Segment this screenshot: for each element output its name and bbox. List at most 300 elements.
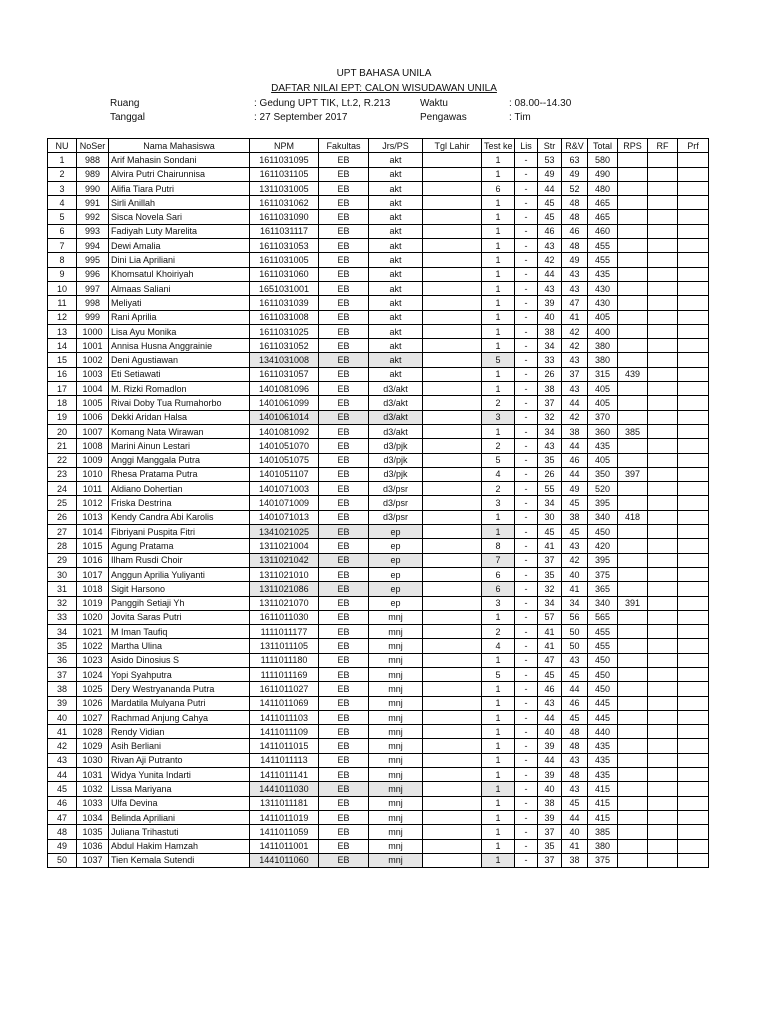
table-cell: 44 — [538, 267, 562, 281]
table-cell: EB — [319, 482, 369, 496]
table-cell: 1611031090 — [250, 210, 319, 224]
table-cell: d3/pjk — [369, 467, 423, 481]
table-cell: - — [515, 510, 538, 524]
table-cell: 24 — [48, 482, 77, 496]
table-cell: 27 — [48, 525, 77, 539]
table-cell: 45 — [48, 782, 77, 796]
table-cell: 43 — [538, 281, 562, 295]
table-cell — [678, 839, 709, 853]
table-cell: EB — [319, 239, 369, 253]
table-cell: mnj — [369, 682, 423, 696]
table-cell: EB — [319, 410, 369, 424]
table-cell: 988 — [77, 153, 109, 167]
table-cell: 48 — [48, 825, 77, 839]
table-cell: mnj — [369, 639, 423, 653]
table-cell: Rendy Vidian — [109, 725, 250, 739]
column-header: Str — [538, 139, 562, 153]
table-cell — [423, 482, 482, 496]
table-cell: 43 — [562, 267, 588, 281]
table-cell — [423, 696, 482, 710]
column-header: NoSer — [77, 139, 109, 153]
table-cell — [423, 639, 482, 653]
table-cell — [618, 167, 648, 181]
column-header: Test ke — [482, 139, 515, 153]
ruang-label: Ruang — [110, 98, 140, 109]
table-cell: 46 — [562, 453, 588, 467]
table-cell: 32 — [48, 596, 77, 610]
table-cell: mnj — [369, 696, 423, 710]
table-cell: 1019 — [77, 596, 109, 610]
table-cell: 43 — [562, 782, 588, 796]
table-cell: EB — [319, 496, 369, 510]
table-cell — [678, 239, 709, 253]
table-cell — [678, 596, 709, 610]
table-cell: 39 — [538, 810, 562, 824]
column-header: RF — [648, 139, 678, 153]
table-cell: 16 — [48, 367, 77, 381]
table-cell: - — [515, 825, 538, 839]
table-row — [48, 296, 709, 310]
table-cell: 1611031062 — [250, 196, 319, 210]
table-cell — [618, 196, 648, 210]
table-cell: 15 — [48, 353, 77, 367]
table-cell: 57 — [538, 610, 562, 624]
table-row — [48, 324, 709, 338]
table-cell — [678, 725, 709, 739]
table-cell: 1401061014 — [250, 410, 319, 424]
table-cell: - — [515, 167, 538, 181]
table-cell — [648, 396, 678, 410]
table-cell: 1 — [482, 768, 515, 782]
table-row — [48, 610, 709, 624]
table-cell — [618, 482, 648, 496]
table-cell: - — [515, 267, 538, 281]
table-cell — [648, 582, 678, 596]
table-cell: 45 — [538, 210, 562, 224]
table-cell: 520 — [588, 482, 618, 496]
table-cell: 405 — [588, 310, 618, 324]
table-row — [48, 667, 709, 681]
table-row — [48, 539, 709, 553]
table-cell: EB — [319, 810, 369, 824]
table-cell: 1010 — [77, 467, 109, 481]
table-cell: 391 — [618, 596, 648, 610]
table-cell — [648, 296, 678, 310]
table-cell: 1013 — [77, 510, 109, 524]
table-cell: 465 — [588, 196, 618, 210]
table-cell: 1031 — [77, 768, 109, 782]
table-cell: Almaas Saliani — [109, 281, 250, 295]
table-cell: 450 — [588, 525, 618, 539]
column-header: Total — [588, 139, 618, 153]
table-cell: Sisca Novela Sari — [109, 210, 250, 224]
table-cell: 1036 — [77, 839, 109, 853]
table-cell — [678, 382, 709, 396]
table-row — [48, 181, 709, 195]
table-row — [48, 682, 709, 696]
table-cell: 439 — [618, 367, 648, 381]
table-cell: - — [515, 667, 538, 681]
table-cell: EB — [319, 353, 369, 367]
table-cell: 1 — [482, 324, 515, 338]
table-row — [48, 224, 709, 238]
table-cell: EB — [319, 267, 369, 281]
table-cell: 44 — [562, 467, 588, 481]
table-cell — [648, 181, 678, 195]
table-cell — [648, 525, 678, 539]
table-cell — [678, 653, 709, 667]
table-cell: 1311031005 — [250, 181, 319, 195]
table-cell: d3/akt — [369, 424, 423, 438]
table-cell — [678, 496, 709, 510]
table-cell: 380 — [588, 839, 618, 853]
table-cell: 22 — [48, 453, 77, 467]
table-cell: 1111011177 — [250, 625, 319, 639]
table-cell: 1111011180 — [250, 653, 319, 667]
table-cell — [678, 439, 709, 453]
table-row — [48, 596, 709, 610]
table-cell: 12 — [48, 310, 77, 324]
table-cell: 360 — [588, 424, 618, 438]
table-cell — [648, 539, 678, 553]
table-cell: 42 — [562, 339, 588, 353]
table-cell: 44 — [538, 753, 562, 767]
table-cell: 39 — [538, 739, 562, 753]
table-cell — [423, 353, 482, 367]
table-cell — [648, 196, 678, 210]
table-row — [48, 467, 709, 481]
table-cell: - — [515, 496, 538, 510]
table-cell: EB — [319, 439, 369, 453]
waktu-label: Waktu — [420, 98, 448, 109]
table-cell: 49 — [562, 482, 588, 496]
table-cell: - — [515, 839, 538, 853]
table-cell — [648, 682, 678, 696]
table-row — [48, 639, 709, 653]
table-row — [48, 396, 709, 410]
table-cell: 1 — [482, 339, 515, 353]
table-cell: Rhesa Pratama Putra — [109, 467, 250, 481]
table-cell: 40 — [48, 710, 77, 724]
table-cell: - — [515, 582, 538, 596]
column-header: RPS — [618, 139, 648, 153]
table-cell — [618, 710, 648, 724]
document-title: UPT BAHASA UNILA — [336, 68, 432, 79]
table-cell — [423, 667, 482, 681]
table-cell: 1018 — [77, 582, 109, 596]
table-cell: - — [515, 410, 538, 424]
table-cell — [423, 367, 482, 381]
table-cell — [678, 482, 709, 496]
table-cell: 2 — [482, 396, 515, 410]
table-row — [48, 768, 709, 782]
table-cell: 455 — [588, 625, 618, 639]
table-cell: 1 — [482, 839, 515, 853]
table-row — [48, 739, 709, 753]
table-cell: 34 — [538, 424, 562, 438]
table-row — [48, 696, 709, 710]
table-cell: 46 — [562, 224, 588, 238]
table-cell: - — [515, 596, 538, 610]
table-cell: 1411011109 — [250, 725, 319, 739]
table-cell — [678, 210, 709, 224]
table-cell: - — [515, 339, 538, 353]
table-cell: EB — [319, 596, 369, 610]
table-cell: 418 — [618, 510, 648, 524]
table-row — [48, 239, 709, 253]
table-cell — [648, 768, 678, 782]
table-row — [48, 453, 709, 467]
table-cell: - — [515, 696, 538, 710]
table-cell: Panggih Setiaji Yh — [109, 596, 250, 610]
table-cell: 37 — [48, 667, 77, 681]
table-cell: 44 — [562, 439, 588, 453]
table-cell: 465 — [588, 210, 618, 224]
table-cell: 435 — [588, 739, 618, 753]
table-cell: 7 — [482, 553, 515, 567]
table-cell: 1 — [482, 210, 515, 224]
table-cell: EB — [319, 582, 369, 596]
table-cell — [423, 610, 482, 624]
table-row — [48, 567, 709, 581]
table-cell: - — [515, 467, 538, 481]
table-cell — [678, 167, 709, 181]
table-cell — [618, 253, 648, 267]
table-cell — [678, 467, 709, 481]
table-cell: 48 — [562, 210, 588, 224]
table-cell: akt — [369, 239, 423, 253]
table-cell: mnj — [369, 839, 423, 853]
table-cell — [618, 324, 648, 338]
table-cell: - — [515, 310, 538, 324]
table-cell: Dewi Amalia — [109, 239, 250, 253]
table-cell: 5 — [48, 210, 77, 224]
table-cell: 415 — [588, 782, 618, 796]
table-cell: - — [515, 296, 538, 310]
table-cell: 41 — [538, 539, 562, 553]
table-cell: 45 — [562, 667, 588, 681]
table-cell: 38 — [48, 682, 77, 696]
table-cell: 480 — [588, 181, 618, 195]
table-cell: 50 — [562, 625, 588, 639]
table-cell: 340 — [588, 510, 618, 524]
table-cell — [423, 582, 482, 596]
table-cell — [423, 782, 482, 796]
table-cell: 13 — [48, 324, 77, 338]
table-row — [48, 753, 709, 767]
table-cell — [618, 153, 648, 167]
table-cell: - — [515, 810, 538, 824]
table-body — [48, 153, 709, 868]
table-row — [48, 782, 709, 796]
column-header: Tgl Lahir — [423, 139, 482, 153]
table-cell: 380 — [588, 339, 618, 353]
table-cell: 46 — [538, 224, 562, 238]
table-cell — [678, 396, 709, 410]
table-cell: 455 — [588, 239, 618, 253]
table-cell: Sirli Anillah — [109, 196, 250, 210]
table-cell: 34 — [48, 625, 77, 639]
table-cell: akt — [369, 367, 423, 381]
table-cell: 1035 — [77, 825, 109, 839]
table-cell: 41 — [562, 310, 588, 324]
table-cell: 6 — [482, 582, 515, 596]
table-cell: 46 — [48, 796, 77, 810]
table-cell: 5 — [482, 453, 515, 467]
table-cell: 1006 — [77, 410, 109, 424]
table-cell: 43 — [562, 653, 588, 667]
table-cell: 1000 — [77, 324, 109, 338]
table-cell: mnj — [369, 768, 423, 782]
table-row — [48, 710, 709, 724]
table-cell — [678, 324, 709, 338]
column-header: Jrs/PS — [369, 139, 423, 153]
table-row — [48, 625, 709, 639]
table-header-row — [48, 139, 709, 153]
table-cell: 35 — [538, 453, 562, 467]
table-cell — [648, 382, 678, 396]
table-cell: 40 — [562, 825, 588, 839]
table-cell: akt — [369, 181, 423, 195]
table-cell: 44 — [562, 396, 588, 410]
table-cell: 53 — [538, 153, 562, 167]
table-cell: - — [515, 153, 538, 167]
table-cell — [618, 239, 648, 253]
table-cell: EB — [319, 739, 369, 753]
table-cell: 1341031008 — [250, 353, 319, 367]
table-cell: 1611031008 — [250, 310, 319, 324]
table-cell — [618, 539, 648, 553]
table-cell: 1 — [482, 239, 515, 253]
table-cell — [678, 410, 709, 424]
table-cell: Rachmad Anjung Cahya — [109, 710, 250, 724]
table-cell: 1311021010 — [250, 567, 319, 581]
table-cell: 40 — [538, 725, 562, 739]
table-cell: - — [515, 639, 538, 653]
table-cell — [648, 710, 678, 724]
table-row — [48, 725, 709, 739]
table-cell: 38 — [538, 324, 562, 338]
table-cell: 5 — [482, 667, 515, 681]
table-cell — [423, 682, 482, 696]
table-cell: Abdul Hakim Hamzah — [109, 839, 250, 853]
table-cell — [648, 482, 678, 496]
table-cell: 33 — [538, 353, 562, 367]
table-cell — [648, 510, 678, 524]
table-cell: 6 — [48, 224, 77, 238]
table-cell — [648, 610, 678, 624]
table-cell — [648, 496, 678, 510]
table-cell — [423, 396, 482, 410]
table-cell — [618, 496, 648, 510]
column-header: Lis — [515, 139, 538, 153]
table-cell: Alvira Putri Chairunnisa — [109, 167, 250, 181]
table-cell: d3/akt — [369, 382, 423, 396]
table-cell: Anggun Aprilia Yuliyanti — [109, 567, 250, 581]
table-cell: 435 — [588, 439, 618, 453]
table-cell: 47 — [562, 296, 588, 310]
table-cell — [423, 825, 482, 839]
table-cell: 45 — [538, 525, 562, 539]
table-cell — [618, 396, 648, 410]
table-cell — [648, 224, 678, 238]
table-cell — [648, 153, 678, 167]
table-cell — [618, 753, 648, 767]
table-cell: 1021 — [77, 625, 109, 639]
table-cell — [618, 382, 648, 396]
tanggal-label: Tanggal — [110, 112, 146, 123]
table-cell: - — [515, 367, 538, 381]
table-cell — [618, 210, 648, 224]
table-cell: EB — [319, 839, 369, 853]
table-cell — [678, 510, 709, 524]
table-cell: EB — [319, 853, 369, 867]
table-cell: d3/pjk — [369, 439, 423, 453]
table-cell — [423, 310, 482, 324]
table-cell: 340 — [588, 596, 618, 610]
table-cell — [618, 725, 648, 739]
table-cell — [423, 553, 482, 567]
table-cell: 2 — [482, 439, 515, 453]
column-header: R&V — [562, 139, 588, 153]
table-cell: - — [515, 682, 538, 696]
table-cell: 47 — [538, 653, 562, 667]
table-cell — [423, 439, 482, 453]
table-cell: EB — [319, 610, 369, 624]
table-cell: 52 — [562, 181, 588, 195]
table-cell — [423, 753, 482, 767]
table-cell: - — [515, 239, 538, 253]
table-cell: M. Rizki Romadlon — [109, 382, 250, 396]
table-cell — [618, 625, 648, 639]
table-cell — [423, 810, 482, 824]
table-cell: 43 — [562, 753, 588, 767]
table-cell: 455 — [588, 639, 618, 653]
table-cell — [423, 324, 482, 338]
table-cell — [678, 353, 709, 367]
table-cell: 1 — [482, 682, 515, 696]
table-cell: 37 — [538, 853, 562, 867]
table-cell: 45 — [562, 496, 588, 510]
table-row — [48, 810, 709, 824]
table-cell — [618, 682, 648, 696]
table-cell: Dery Westryananda Putra — [109, 682, 250, 696]
table-cell: 380 — [588, 353, 618, 367]
table-cell: 48 — [562, 239, 588, 253]
table-cell — [648, 725, 678, 739]
table-cell — [618, 453, 648, 467]
table-cell — [648, 339, 678, 353]
table-row — [48, 267, 709, 281]
table-cell: akt — [369, 196, 423, 210]
table-cell — [618, 839, 648, 853]
table-cell: 10 — [48, 281, 77, 295]
table-cell: 996 — [77, 267, 109, 281]
table-cell: 435 — [588, 267, 618, 281]
table-cell: EB — [319, 253, 369, 267]
table-cell: 37 — [562, 367, 588, 381]
table-cell: 1001 — [77, 339, 109, 353]
table-cell — [678, 810, 709, 824]
table-cell — [678, 782, 709, 796]
table-cell: 1027 — [77, 710, 109, 724]
table-cell — [678, 567, 709, 581]
table-cell — [618, 810, 648, 824]
table-cell: 14 — [48, 339, 77, 353]
table-cell — [423, 253, 482, 267]
table-cell: 45 — [562, 525, 588, 539]
table-cell: mnj — [369, 725, 423, 739]
